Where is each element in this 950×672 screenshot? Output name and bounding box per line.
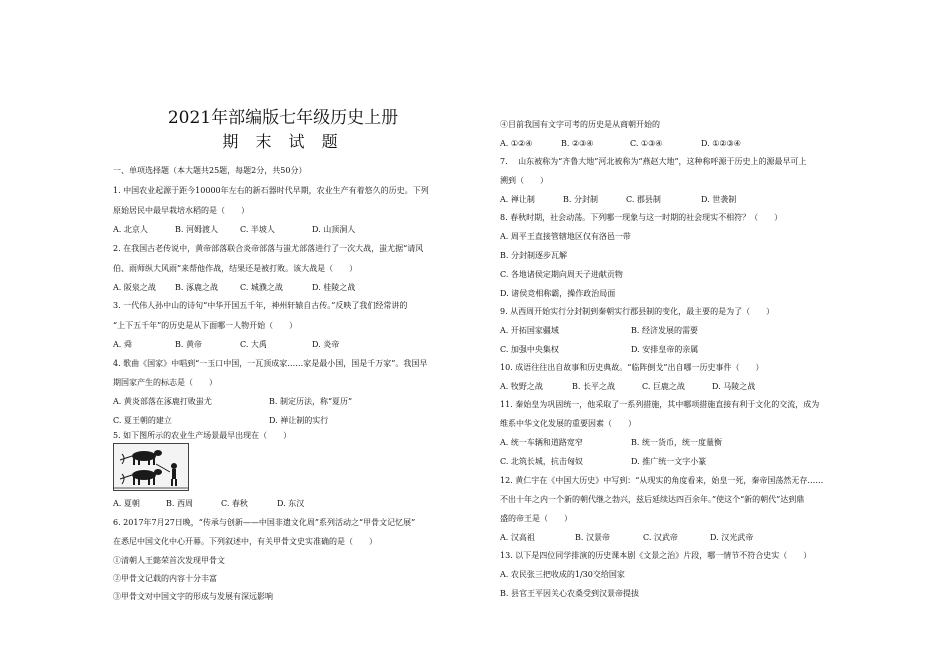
q11-stem-line2: 维系中华文化发展的重要因素（ ）: [500, 419, 636, 428]
q3-option-c: C. 大禹: [240, 340, 267, 349]
q11-option-c: C. 北筑长城，抗击匈奴: [500, 457, 583, 466]
q4-option-a: A. 黄炎部落在涿鹿打败蚩尤: [113, 397, 212, 406]
q11-stem-line1: 11. 秦始皇为巩固统一，他采取了一系列措施，其中哪项措施直接有利于文化的交流，成为: [500, 400, 820, 409]
q10-option-c: C. 巨鹿之战: [642, 382, 685, 391]
q6-item-3: ③甲骨文对中国文字的形成与发展有深远影响: [113, 592, 273, 601]
q13-option-a: A. 农民张三把收成的1/30交给国家: [500, 570, 625, 579]
q12-option-b: B. 汉景帝: [575, 533, 610, 542]
q6-item-1: ①清朝人王懿荣首次发现甲骨文: [113, 556, 225, 565]
q7-stem-line1: 7. 山东被称为“齐鲁大地”河北被称为“燕赵大地”，这种称呼源于历史上的源最早可上: [500, 157, 807, 166]
q8-option-a: A. 周平王直接管辖地区仅有洛邑一带: [500, 232, 631, 241]
q8-option-d: D. 诸侯竞相称霸，操作政治局面: [500, 289, 616, 298]
section-heading: 一、单项选择题（本大题共25题，每题2分，共50分）: [113, 166, 307, 175]
q3-option-a: A. 舜: [113, 340, 132, 349]
q13-option-b: B. 县官王平因关心农桑受到汉景帝提拔: [500, 589, 639, 598]
q2-option-d: D. 桂陵之战: [312, 283, 356, 292]
q1-stem-line1: 1. 中国农业起源于距今10000年左右的新石器时代早期，农业生产有着悠久的历史。下列: [113, 186, 429, 195]
q3-stem-line2: “上下五千年”的历史是从下面哪一人物开始（ ）: [113, 321, 298, 330]
q5-stem: 5. 如下图所示的农业生产场景最早出现在（ ）: [113, 431, 292, 440]
q11-option-d: D. 推广统一文字小篆: [631, 457, 707, 466]
q2-stem-line1: 2. 在我国古老传说中，黄帝部落联合炎帝部落与蚩尤部落进行了一次大战，蚩尤据“请风: [113, 244, 424, 253]
q12-stem-line3: 盛的帝王是（ ）: [500, 514, 572, 523]
q6-option-d: D. ①②③④: [701, 139, 741, 148]
q3-stem-line1: 3. 一代伟人孙中山的诗句“中华开国五千年，神州轩辕自古传。”反映了我们经常讲的: [113, 301, 408, 310]
q6-stem-line1: 6. 2017年7月27日晚，“传承与创新——中国非遗文化周”系列活动之“甲骨文记忆展”: [113, 518, 416, 527]
q4-stem-line2: 期国家产生的标志是（ ）: [113, 378, 217, 387]
q2-option-a: A. 阪泉之战: [113, 283, 156, 292]
q10-option-d: D. 马陵之战: [712, 382, 756, 391]
q6-stem-line2: 在悉尼中国文化中心开幕。下列叙述中，有关甲骨文史实准确的是（ ）: [113, 537, 377, 546]
q8-option-b: B. 分封制逐步瓦解: [500, 251, 567, 260]
exam-subtitle: 期 末 试 题: [222, 132, 344, 151]
q4-stem-line1: 4. 歌曲《国家》中唱到“一玉口中国，一瓦顶成家……家是最小国，国是千万家”。我国早: [113, 359, 428, 368]
q5-option-a: A. 夏朝: [113, 499, 140, 508]
q2-option-c: C. 城濮之战: [240, 283, 283, 292]
q7-option-b: B. 分封制: [563, 195, 598, 204]
q11-option-a: A. 统一车辆和道路宽窄: [500, 438, 583, 447]
q1-option-b: B. 河姆渡人: [175, 225, 218, 234]
q6-option-b: B. ②③④: [561, 139, 594, 148]
q1-option-c: C. 半坡人: [240, 225, 275, 234]
q12-option-d: D. 汉光武帝: [710, 533, 754, 542]
q2-option-b: B. 涿鹿之战: [175, 283, 218, 292]
q10-stem: 10. 成语往往出自故事和历史典故。“临阵倒戈”出自哪一历史事件（ ）: [500, 363, 764, 372]
q3-option-d: D. 炎帝: [312, 340, 340, 349]
q8-stem: 8. 春秋时期，社会动荡。下列哪一现象与这一时期的社会现实不相符？（ ）: [500, 213, 783, 222]
q5-option-c: C. 春秋: [221, 499, 248, 508]
q13-stem: 13. 以下是四位同学排演的历史课本剧《文景之治》片段，哪一情节不符合史实（ ）: [500, 551, 812, 560]
farming-scene-image: [113, 443, 189, 491]
q6-option-a: A. ①②④: [500, 139, 533, 148]
q9-option-b: B. 经济发展的需要: [631, 326, 698, 335]
q9-option-d: D. 安排皇帝的亲属: [631, 345, 699, 354]
exam-title: 2021年部编版七年级历史上册: [167, 108, 399, 128]
q9-stem: 9. 从西周开始实行分封制到秦朝实行郡县制的变化，最主要的是为了（ ）: [500, 307, 775, 316]
q6-item-4: ④目前我国有文字可考的历史是从商朝开始的: [500, 120, 660, 129]
q10-option-a: A. 牧野之战: [500, 382, 543, 391]
q1-option-a: A. 北京人: [113, 225, 148, 234]
q8-option-c: C. 各地诸侯定期向周天子进献贡物: [500, 270, 623, 279]
q4-option-d: D. 禅让制的实行: [269, 416, 329, 425]
q7-stem-line2: 溯到（ ）: [500, 176, 548, 185]
q12-option-a: A. 汉高祖: [500, 533, 535, 542]
q7-option-d: D. 世袭制: [701, 195, 737, 204]
q6-item-2: ②甲骨文记载的内容十分丰富: [113, 574, 217, 583]
ox-plowing-illustration: [114, 444, 188, 490]
q4-option-c: C. 夏王朝的建立: [113, 416, 172, 425]
q11-option-b: B. 统一货币，统一度量衡: [631, 438, 722, 447]
q2-stem-line2: 伯、雨师纵大风雨”来帮他作战，结果还是被打败。该大战是（ ）: [113, 264, 358, 273]
q6-option-c: C. ①③④: [630, 139, 663, 148]
q12-option-c: C. 汉武帝: [643, 533, 678, 542]
q12-stem-line2: 不出十年之内一个新的朝代继之勃兴，兹后延续达四百余年。”使这个“新的朝代”达到鼎: [500, 495, 805, 504]
q3-option-b: B. 黄帝: [175, 340, 202, 349]
q1-stem-line2: 原始居民中最早栽培水稻的是（ ）: [113, 206, 249, 215]
q12-stem-line1: 12. 黄仁宇在《中国大历史》中写到：“从现实的角度看来，始皇一死，秦帝国荡然无存……: [500, 476, 824, 485]
q5-option-b: B. 西周: [166, 499, 193, 508]
q9-option-c: C. 加强中央集权: [500, 345, 559, 354]
q7-option-c: C. 郡县制: [626, 195, 661, 204]
q1-option-d: D. 山顶洞人: [312, 225, 356, 234]
q9-option-a: A. 开拓国家疆域: [500, 326, 559, 335]
q7-option-a: A. 禅让制: [500, 195, 535, 204]
q5-option-d: D. 东汉: [277, 499, 305, 508]
q4-option-b: B. 制定历法，称“夏历”: [269, 397, 353, 406]
q10-option-b: B. 长平之战: [572, 382, 615, 391]
